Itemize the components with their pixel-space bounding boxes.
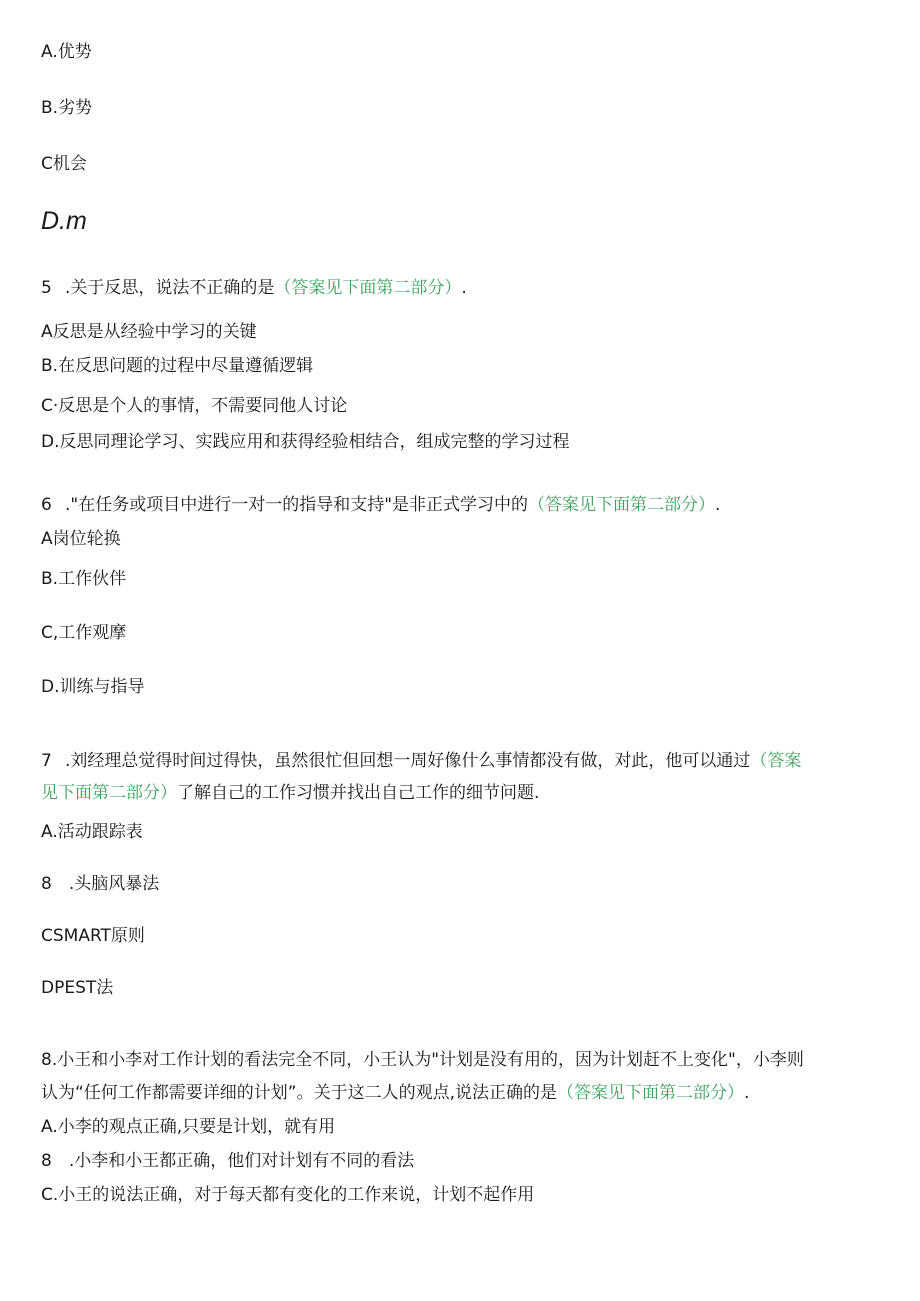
q7-option-d: DPEST法 [41,978,114,998]
q5-stem-end: . [461,278,467,298]
q8-option-b: 8 .小李和小王都正确，他们对计划有不同的看法 [41,1151,415,1171]
q5-option-a: A反思是从经验中学习的关键 [41,322,257,342]
q8-option-a: A.小李的观点正确,只要是计划，就有用 [41,1117,336,1137]
q8-option-c: C.小王的说法正确，对于每天都有变化的工作来说，计划不起作用 [41,1185,535,1205]
q7-option-a: A.活动跟踪表 [41,822,143,842]
q6-stem-text: ."在任务或项目中进行一对一的指导和支持"是非正式学习中的 [65,495,529,515]
q6-option-d: D.训练与指导 [41,677,145,697]
q6-stem-end: . [715,495,721,515]
q7-stem-end: 了解自己的工作习惯并找出自己工作的细节问题. [177,783,540,803]
q8-stem-end: . [744,1083,750,1103]
q7-stem-line-2 [41,785,539,802]
q7-answer-hint-1: （答案 [750,751,802,771]
q7-number: 7 [41,751,52,771]
q7-option-b: 8 .头脑风暴法 [41,874,160,894]
q5-answer-hint: （答案见下面第二部分） [274,278,462,298]
q7-stem-line-1 [41,753,801,770]
q8-stem-line-1: 8.小王和小李对工作计划的看法完全不同，小王认为"计划是没有用的，因为计划赶不上变化"，小李则 [41,1050,804,1070]
q8-stem-line-2 [41,1085,749,1102]
q5-option-c: C·反思是个人的事情，不需要同他人讨论 [41,396,348,416]
q6-option-b: B.工作伙伴 [41,569,127,589]
q6-option-c: C,工作观摩 [41,623,127,643]
q6-stem [41,497,720,514]
q4-option-d: D.m [41,207,87,235]
q5-option-b: B.在反思问题的过程中尽量遵循逻辑 [41,356,314,376]
q4-option-a: A.优势 [41,42,92,62]
q5-number: 5 [41,278,52,298]
q6-answer-hint: （答案见下面第二部分） [528,495,716,515]
q7-answer-hint-2: 见下面第二部分） [41,783,177,803]
q5-option-d: D.反思同理论学习、实践应用和获得经验相结合，组成完整的学习过程 [41,432,570,452]
q5-stem [41,280,467,297]
q8-answer-hint: （答案见下面第二部分） [557,1083,745,1103]
q7-option-c: CSMART原则 [41,926,145,946]
q6-number: 6 [41,495,52,515]
q7-stem-text: .刘经理总觉得时间过得快，虽然很忙但回想一周好像什么事情都没有做，对此，他可以通过 [65,751,751,771]
q4-option-b: B.劣势 [41,98,93,118]
q8-stem-text: 认为“任何工作都需要详细的计划”。关于这二人的观点,说法正确的是 [41,1083,558,1103]
q6-option-a: A岗位轮换 [41,529,121,549]
q5-stem-text: .关于反思，说法不正确的是 [65,278,275,298]
q4-option-c: C机会 [41,154,87,174]
